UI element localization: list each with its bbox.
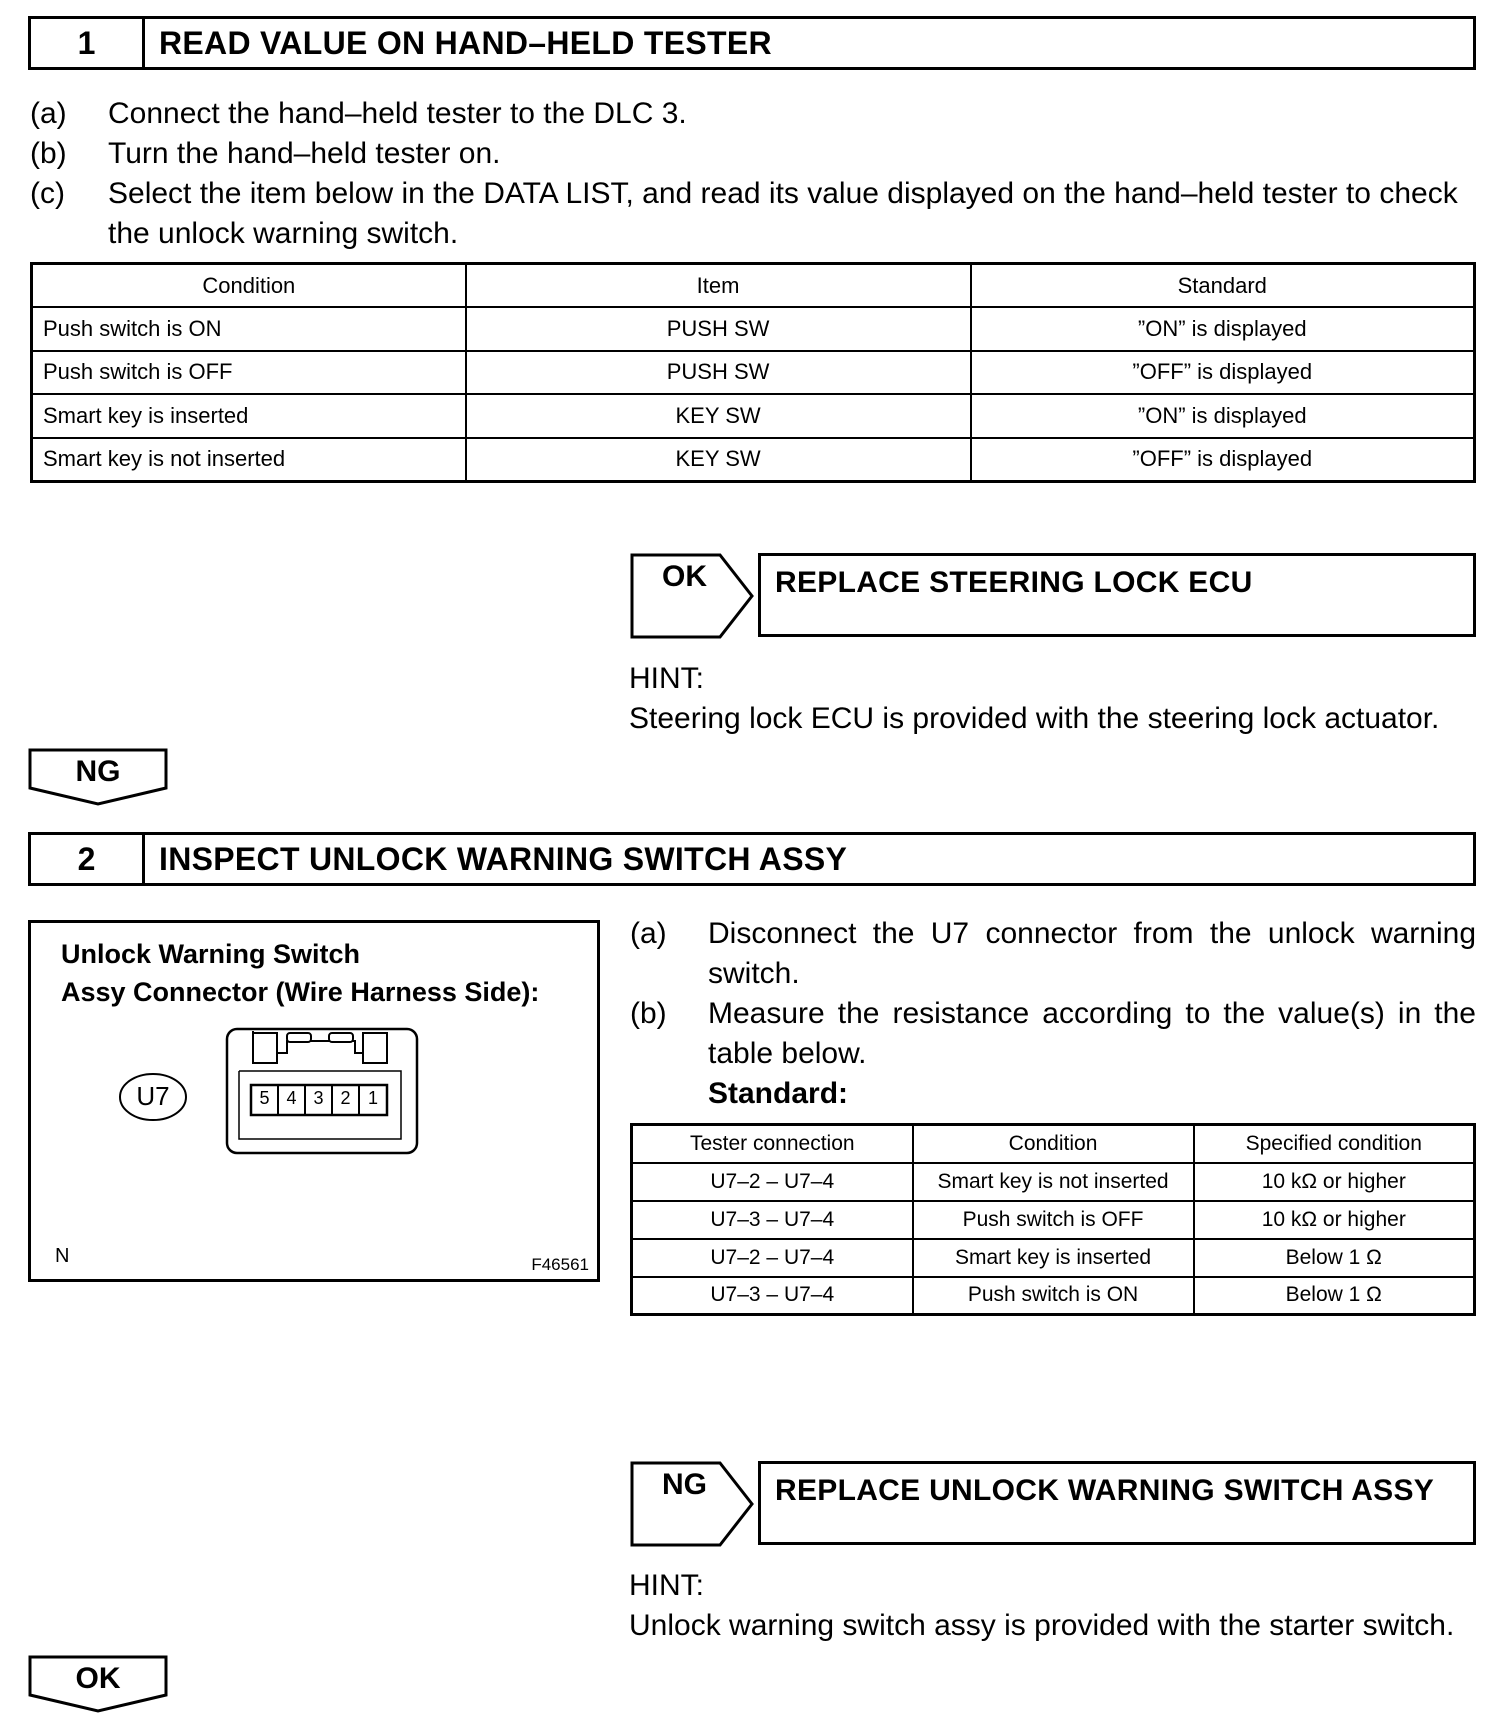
table-cell: Below 1 Ω: [1194, 1277, 1475, 1315]
pin-label: 5: [259, 1088, 270, 1108]
table-cell: KEY SW: [466, 438, 971, 482]
standard-label: Standard:: [708, 1077, 849, 1110]
ok-result-action: REPLACE STEERING LOCK ECU: [758, 553, 1476, 637]
table-row: [32, 307, 1475, 351]
table-header-row: [32, 264, 1475, 308]
table-cell: PUSH SW: [466, 307, 971, 351]
hint-label: HINT:: [629, 662, 704, 695]
instruction-label: (b): [630, 997, 667, 1030]
table-cell: Smart key is not inserted: [32, 438, 466, 482]
table-header: Tester connection: [632, 1125, 913, 1163]
table-cell: Push switch is ON: [913, 1277, 1194, 1315]
step-title: INSPECT UNLOCK WARNING SWITCH ASSY: [159, 840, 848, 877]
table-header: Item: [466, 264, 971, 308]
step-2-instructions: [630, 914, 1476, 1114]
table-header: Standard: [971, 264, 1475, 308]
hint-label: HINT:: [629, 1569, 704, 1602]
table-cell: KEY SW: [466, 394, 971, 438]
step-2-header: [28, 832, 1476, 886]
step-number: 1: [31, 19, 145, 67]
step-1-instructions: [30, 94, 1478, 254]
instruction-label: (a): [630, 917, 667, 950]
step-number: 2: [31, 835, 145, 883]
table-header-row: [632, 1125, 1475, 1163]
instruction-label: (b): [30, 137, 67, 170]
pin-label: 1: [367, 1088, 378, 1108]
table-cell: Below 1 Ω: [1194, 1239, 1475, 1277]
table-cell: ”OFF” is displayed: [971, 351, 1475, 395]
table-header: Condition: [32, 264, 466, 308]
instruction-item: [630, 914, 1476, 994]
table-header: Specified condition: [1194, 1125, 1475, 1163]
table-cell: U7–3 – U7–4: [632, 1201, 913, 1239]
table-row: [32, 351, 1475, 395]
instruction-item: [30, 94, 1478, 134]
connector-figure: [28, 920, 600, 1282]
table-cell: Smart key is inserted: [913, 1239, 1194, 1277]
ok-result-label: OK: [662, 560, 707, 593]
table-row: [632, 1277, 1475, 1315]
instruction-label: (c): [30, 177, 65, 210]
hint-text: Unlock warning switch assy is provided with the starter switch.: [629, 1609, 1455, 1642]
step-1-header: [28, 16, 1476, 70]
pin-label: 4: [286, 1088, 297, 1108]
data-list-table: [30, 262, 1476, 483]
hint-text: Steering lock ECU is provided with the steering lock actuator.: [629, 702, 1440, 735]
table-row: [32, 394, 1475, 438]
table-cell: 10 kΩ or higher: [1194, 1163, 1475, 1201]
table-row: [32, 438, 1475, 482]
instruction-item: [630, 994, 1476, 1074]
figure-title-line: Assy Connector (Wire Harness Side):: [61, 977, 540, 1007]
step-title: READ VALUE ON HAND–HELD TESTER: [159, 24, 772, 61]
pin-label: 3: [313, 1088, 324, 1108]
table-cell: U7–2 – U7–4: [632, 1163, 913, 1201]
table-cell: U7–3 – U7–4: [632, 1277, 913, 1315]
ng-arrow-label: NG: [75, 755, 121, 788]
instruction-label: (a): [30, 97, 67, 130]
table-cell: Smart key is inserted: [32, 394, 466, 438]
instruction-item: [630, 1074, 1476, 1114]
table-cell: PUSH SW: [466, 351, 971, 395]
instruction-text: Measure the resistance according to the value(s) in the table below.: [708, 997, 1476, 1070]
step-1-hint: [629, 659, 1439, 739]
step-2-hint: [629, 1566, 1454, 1646]
table-row: [632, 1201, 1475, 1239]
instruction-item: [30, 134, 1478, 174]
pin-label: 2: [340, 1088, 351, 1108]
connector-id-label: U7: [136, 1081, 170, 1111]
resistance-table: [630, 1123, 1476, 1316]
connector-pins: [251, 1088, 387, 1109]
table-cell: Smart key is not inserted: [913, 1163, 1194, 1201]
ng-result-action: REPLACE UNLOCK WARNING SWITCH ASSY: [758, 1461, 1476, 1545]
table-header: Condition: [913, 1125, 1194, 1163]
instruction-item: [30, 174, 1478, 254]
figure-title: [61, 935, 539, 1011]
table-cell: U7–2 – U7–4: [632, 1239, 913, 1277]
table-cell: 10 kΩ or higher: [1194, 1201, 1475, 1239]
figure-corner-label: N: [55, 1245, 70, 1267]
figure-code: F46561: [531, 1255, 589, 1274]
figure-title-line: Unlock Warning Switch: [61, 939, 361, 969]
instruction-text: Select the item below in the DATA LIST, and read its value displayed on the hand–held tester to check the unlock warning switch.: [108, 177, 1458, 250]
instruction-text: Connect the hand–held tester to the DLC 3.: [108, 97, 687, 130]
table-cell: ”ON” is displayed: [971, 394, 1475, 438]
ok-arrow-label: OK: [75, 1662, 121, 1695]
table-row: [632, 1163, 1475, 1201]
table-cell: Push switch is OFF: [913, 1201, 1194, 1239]
table-row: [632, 1239, 1475, 1277]
table-cell: Push switch is OFF: [32, 351, 466, 395]
instruction-text: Turn the hand–held tester on.: [108, 137, 501, 170]
ng-result-label: NG: [662, 1468, 707, 1501]
instruction-text: Disconnect the U7 connector from the unlock warning switch.: [708, 917, 1476, 990]
table-cell: ”OFF” is displayed: [971, 438, 1475, 482]
table-cell: Push switch is ON: [32, 307, 466, 351]
table-cell: ”ON” is displayed: [971, 307, 1475, 351]
